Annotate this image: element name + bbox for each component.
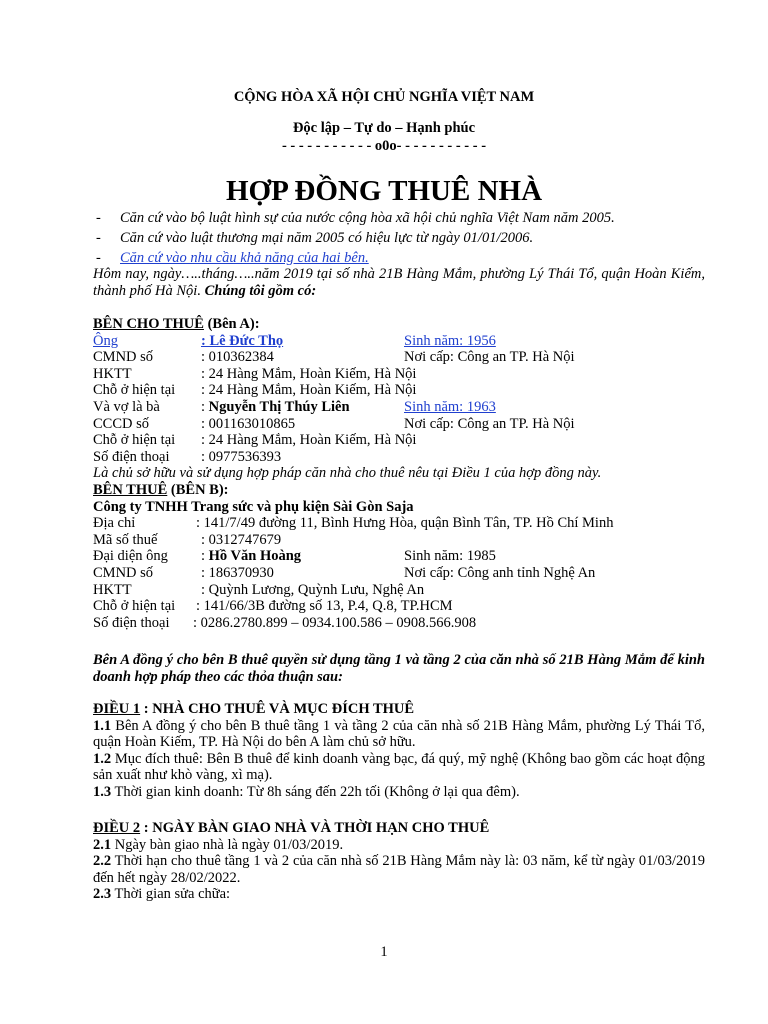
party-a-note: Là chủ sở hữu và sử dụng hợp pháp căn nhà cho thuê nêu tại Điều 1 của hợp đồng này.	[93, 465, 602, 482]
party-b-company: Công ty TNHH Trang sức và phụ kiện Sài Gòn Saja	[93, 498, 414, 515]
article-1	[93, 701, 705, 801]
party-b-row: Chỗ ở hiện tại : 141/66/3B đường số 13, P.4, Q.8, TP.HCM	[93, 598, 453, 615]
page-number: 1	[380, 944, 388, 960]
party-b-row: CMND số : 186370930 Nơi cấp: Công anh tỉnh Nghệ An	[93, 564, 596, 581]
intro-paragraph: Hôm nay, ngày…..tháng…..năm 2019 tại số nhà 21B Hàng Mắm, phường Lý Thái Tổ, quận Hoàn Kiếm, thành phố Hà Nội. Chúng tôi gồm có:	[93, 266, 705, 299]
basis-text: Căn cứ vào luật thương mại năm 2005 có hiệu lực từ ngày 01/01/2006.	[120, 230, 534, 246]
party-a-row: Số điện thoại : 0977536393	[93, 448, 282, 465]
party-b-row: HKTT : Quỳnh Lương, Quỳnh Lưu, Nghệ An	[93, 581, 425, 598]
party-b-row: Địa chỉ : 141/7/49 đường 11, Bình Hưng Hòa, quận Bình Tân, TP. Hồ Chí Minh	[93, 515, 614, 532]
party-b-heading: BÊN THUÊ (BÊN B):	[93, 482, 229, 498]
party-a-row: HKTT : 24 Hàng Mắm, Hoàn Kiếm, Hà Nội	[93, 365, 417, 382]
party-a-row: CCCD số : 001163010865 Nơi cấp: Công an TP. Hà Nội	[93, 415, 575, 432]
clause: 1.2 Mục đích thuê: Bên B thuê để kinh doanh vàng bạc, đá quý, mỹ nghệ (Không bao gồm các hoạt động sản xuất như khò vàng, xì mạ).	[93, 750, 705, 784]
document-title: HỢP ĐỒNG THUÊ NHÀ	[225, 175, 543, 207]
party-a-section	[93, 316, 705, 482]
article-1-heading: ĐIỀU 1 : NHÀ CHO THUÊ VÀ MỤC ĐÍCH THUÊ	[93, 701, 415, 717]
clause: 2.2 Thời hạn cho thuê tầng 1 và 2 của căn nhà số 21B Hàng Mắm này là: 03 năm, kể từ ngày 01/03/2019 đến hết ngày 28/02/2022.	[93, 853, 705, 886]
party-a-row: Ông : Lê Đức Thọ Sinh năm: 1956	[93, 332, 496, 349]
party-a-row: Và vợ là bà : Nguyễn Thị Thúy Liên Sinh năm: 1963	[93, 398, 496, 415]
motto: Độc lập – Tự do – Hạnh phúc	[292, 120, 476, 136]
document-page: CỘNG HÒA XÃ HỘI CHỦ NGHĨA VIỆT NAM Độc lập – Tự do – Hạnh phúc - - - - - - - - - - - o0o- - - - - - - - - - - HỢP ĐỒNG THUÊ NHÀ - Căn cứ vào bộ luật hình sự của nước cộng hòa xã hội chủ nghĩa Việt Nam năm 2005. - Căn cứ vào luật thương mại năm 2005 có hiệu lực từ ngày 01/01/2006. - Căn cứ vào nhu cầu khả năng của hai bên. Hôm nay, ngày…..tháng…..năm 2019 tại số nhà 21B Hàng Mắm, phường Lý Thái Tổ, quận Hoàn Kiếm, thành phố Hà Nội. Chúng tôi gồm có: BÊN CHO THUÊ (Bên A): Ông : Lê Đức Thọ Sinh năm: 1956 CMND số : 010362384 Nơi cấp: Công an TP. Hà Nội HKTT : 24 Hàng Mắm, Hoàn Kiếm, Hà Nội Chỗ ở hiện tại : 24 Hàng Mắm, Hoàn Kiếm, Hà Nội Và vợ là bà : Nguyễn Thị Thúy Liên Sinh năm: 1963 CCCD số : 001163010865 Nơi cấp: Công an TP. Hà Nội Chỗ ở hiện tại : 24 Hàng Mắm, Hoàn Kiếm, Hà Nội Số điện thoại : 0977536393 Là chủ sở hữu và sử dụng hợp pháp căn nhà cho thuê nêu tại Điều 1 của hợp đồng này. BÊN THUÊ (BÊN B): Công ty TNHH Trang sức và phụ kiện Sài Gòn Saja Địa chỉ : 141/7/49 đường 11, Bình Hưng Hòa, quận Bình Tân, TP. Hồ Chí Minh Mã số thuế : 0312747679 Đại diện ông : Hồ Văn Hoàng Sinh năm: 1985 CMND số : 186370930 Nơi cấp: Công anh tỉnh Nghệ An HKTT : Quỳnh Lương, Quỳnh Lưu, Nghệ An Chỗ ở hiện tại : 141/66/3B đường số 13, P.4, Q.8, TP.HCM Số điện thoại : 0286.2780.899 – 0934.100.586 – 0908.566.908 Bên A đồng ý cho bên B thuê quyền sử dụng tầng 1 và tầng 2 của căn nhà số 21B Hàng Mắm để kinh doanh hợp pháp theo các thỏa thuận sau: ĐIỀU 1 : NHÀ CHO THUÊ VÀ MỤC ĐÍCH THUÊ 1.1 Bên A đồng ý cho bên B thuê tầng 1 và tầng 2 của căn nhà số 21B Hàng Mắm, phường Lý Thái Tổ, quận Hoàn Kiếm, TP. Hà Nội do bên A làm chủ sở hữu. 1.2 Mục đích thuê: Bên B thuê để kinh doanh vàng bạc, đá quý, mỹ nghệ (Không bao gồm các hoạt động sản xuất như khò vàng, xì mạ). 1.3 Thời gian kinh doanh: Từ 8h sáng đến 22h tối (Không ở lại qua đêm). ĐIỀU 2 : NGÀY BÀN GIAO NHÀ VÀ THỜI HẠN CHO THUÊ 2.1 Ngày bàn giao nhà là ngày 01/03/2019. 2.2 Thời hạn cho thuê tầng 1 và 2 của căn nhà số 21B Hàng Mắm này là: 03 năm, kể từ ngày 01/03/2019 đến hết ngày 28/02/2022. 2.3 Thời gian sửa chữa: 1	[0, 0, 768, 1024]
basis-text: Căn cứ vào bộ luật hình sự của nước cộng hòa xã hội chủ nghĩa Việt Nam năm 2005.	[120, 210, 615, 226]
party-a-row: Chỗ ở hiện tại : 24 Hàng Mắm, Hoàn Kiếm, Hà Nội	[93, 382, 417, 399]
party-b-row: Đại diện ông : Hồ Văn Hoàng Sinh năm: 1985	[93, 548, 496, 565]
nation-heading: CỘNG HÒA XÃ HỘI CHỦ NGHĨA VIỆT NAM	[233, 89, 535, 105]
clause: 2.1 Ngày bàn giao nhà là ngày 01/03/2019.	[93, 836, 344, 853]
clause: 1.3 Thời gian kinh doanh: Từ 8h sáng đến 22h tối (Không ở lại qua đêm).	[93, 783, 520, 800]
clause: 2.3 Thời gian sửa chữa:	[93, 886, 231, 903]
agreement-paragraph: Bên A đồng ý cho bên B thuê quyền sử dụng tầng 1 và tầng 2 của căn nhà số 21B Hàng Mắm để kinh doanh hợp pháp theo các thỏa thuận sau:	[93, 652, 705, 685]
basis-link[interactable]: Căn cứ vào nhu cầu khả năng của hai bên.	[120, 250, 369, 266]
article-2	[93, 820, 705, 903]
party-a-heading: BÊN CHO THUÊ (Bên A):	[93, 316, 260, 332]
party-b-section	[93, 482, 705, 631]
clause: 1.1 Bên A đồng ý cho bên B thuê tầng 1 và tầng 2 của căn nhà số 21B Hàng Mắm, phường Lý Thái Tổ, quận Hoàn Kiếm, TP. Hà Nội do bên A làm chủ sở hữu.	[93, 717, 705, 751]
header-divider: - - - - - - - - - - - o0o- - - - - - - - - - -	[281, 138, 487, 154]
party-b-row: Số điện thoại : 0286.2780.899 – 0934.100.586 – 0908.566.908	[93, 614, 477, 631]
party-a-row: Chỗ ở hiện tại : 24 Hàng Mắm, Hoàn Kiếm, Hà Nội	[93, 432, 417, 449]
article-2-heading: ĐIỀU 2 : NGÀY BÀN GIAO NHÀ VÀ THỜI HẠN CHO THUÊ	[93, 820, 490, 836]
party-b-row: Mã số thuế : 0312747679	[93, 531, 282, 548]
party-a-row: CMND số : 010362384 Nơi cấp: Công an TP. Hà Nội	[93, 349, 575, 366]
